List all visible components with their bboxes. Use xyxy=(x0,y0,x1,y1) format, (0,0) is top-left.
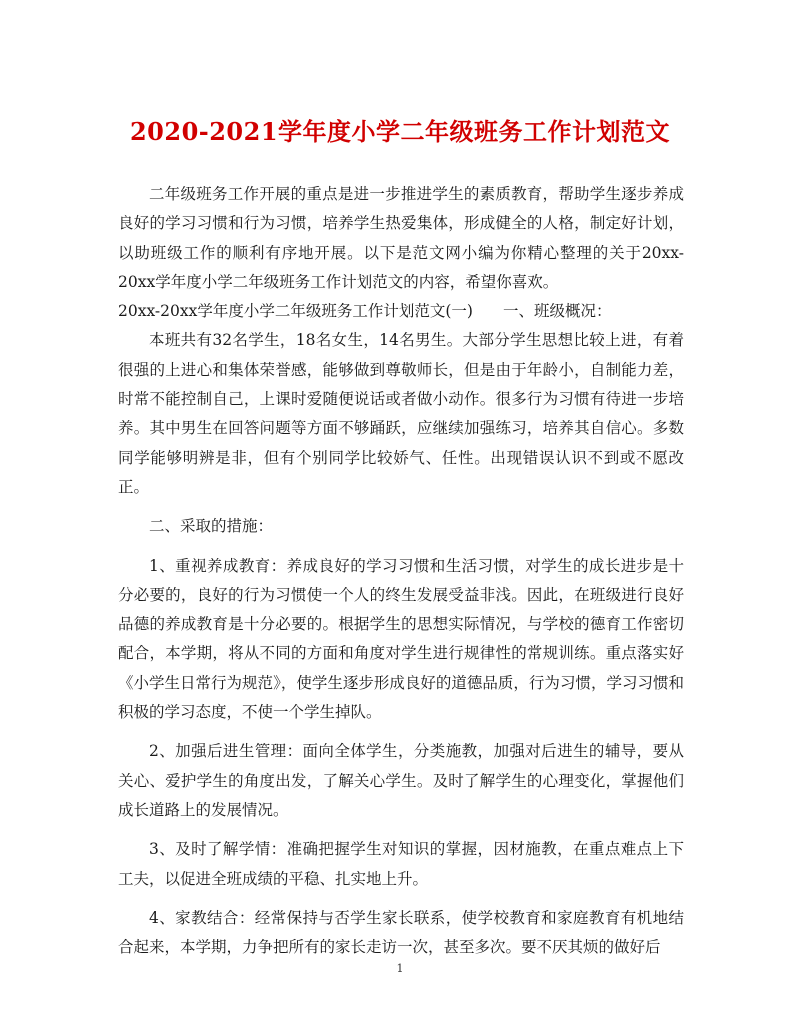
plan-subtitle: 20xx-20xx学年度小学二年级班务工作计划范文(一) xyxy=(118,302,473,321)
class-overview-paragraph: 本班共有32名学生，18名女生，14名男生。大部分学生思想比较上进，有着很强的上进心和集体荣誉感，能够做到尊敬师长，但是由于年龄小，自制能力差，时常不能控制自己，上课时爱随便说话或者做小动作。很多行为习惯有待进一步培养。其中男生在回答问题等方面不够踊跃，应继续加强练习，培养其自信心。多数同学能够明辨是非，但有个别同学比较娇气、任性。出现错误认识不到或不愿改正。 xyxy=(118,331,684,496)
subtitle-line xyxy=(118,297,684,326)
document-body xyxy=(118,180,684,962)
document-title: 2020-2021学年度小学二年级班务工作计划范文 xyxy=(129,117,671,146)
measure-item-3: 3、及时了解学情：准确把握学生对知识的掌握，因材施教，在重点难点上下工夫，以促进全班成绩的平稳、扎实地上升。 xyxy=(118,840,684,888)
measure-item-2: 2、加强后进生管理：面向全体学生，分类施教，加强对后进生的辅导，要从关心、爱护学生的角度出发，了解关心学生。及时了解学生的心理变化，掌握他们成长道路上的发展情况。 xyxy=(118,742,684,819)
section-heading-measures: 二、采取的措施： xyxy=(149,517,274,536)
measure-item-1: 1、重视养成教育：养成良好的学习习惯和生活习惯，对学生的成长进步是十分必要的，良好的行为习惯使一个人的终生发展受益非浅。因此，在班级进行良好品德的养成教育是十分必要的。根据学生的思想实际情况，与学校的德育工作密切配合，本学期，将从不同的方面和角度对学生进行规律性的常规训练。重点落实好《小学生日常行为规范》，使学生逐步形成良好的道德品质，行为习惯，学习习惯和积极的学习态度，不使一个学生掉队。 xyxy=(118,556,684,722)
measure-item-4: 4、家教结合：经常保持与否学生家长联系，使学校教育和家庭教育有机地结合起来，本学期，力争把所有的家长走访一次，甚至多次。要不厌其烦的做好后 xyxy=(118,908,684,957)
section-heading-overview: 一、班级概况： xyxy=(502,302,612,321)
page-number: 1 xyxy=(396,962,404,975)
intro-paragraph: 二年级班务工作开展的重点是进一步推进学生的素质教育，帮助学生逐步养成良好的学习习惯和行为习惯，培养学生热爱集体，形成健全的人格，制定好计划，以助班级工作的顺利有序地开展。以下是范文网小编为你精心整理的关于20xx-20xx学年度小学二年级班务工作计划范文的内容，希望你喜欢。 xyxy=(118,185,684,291)
